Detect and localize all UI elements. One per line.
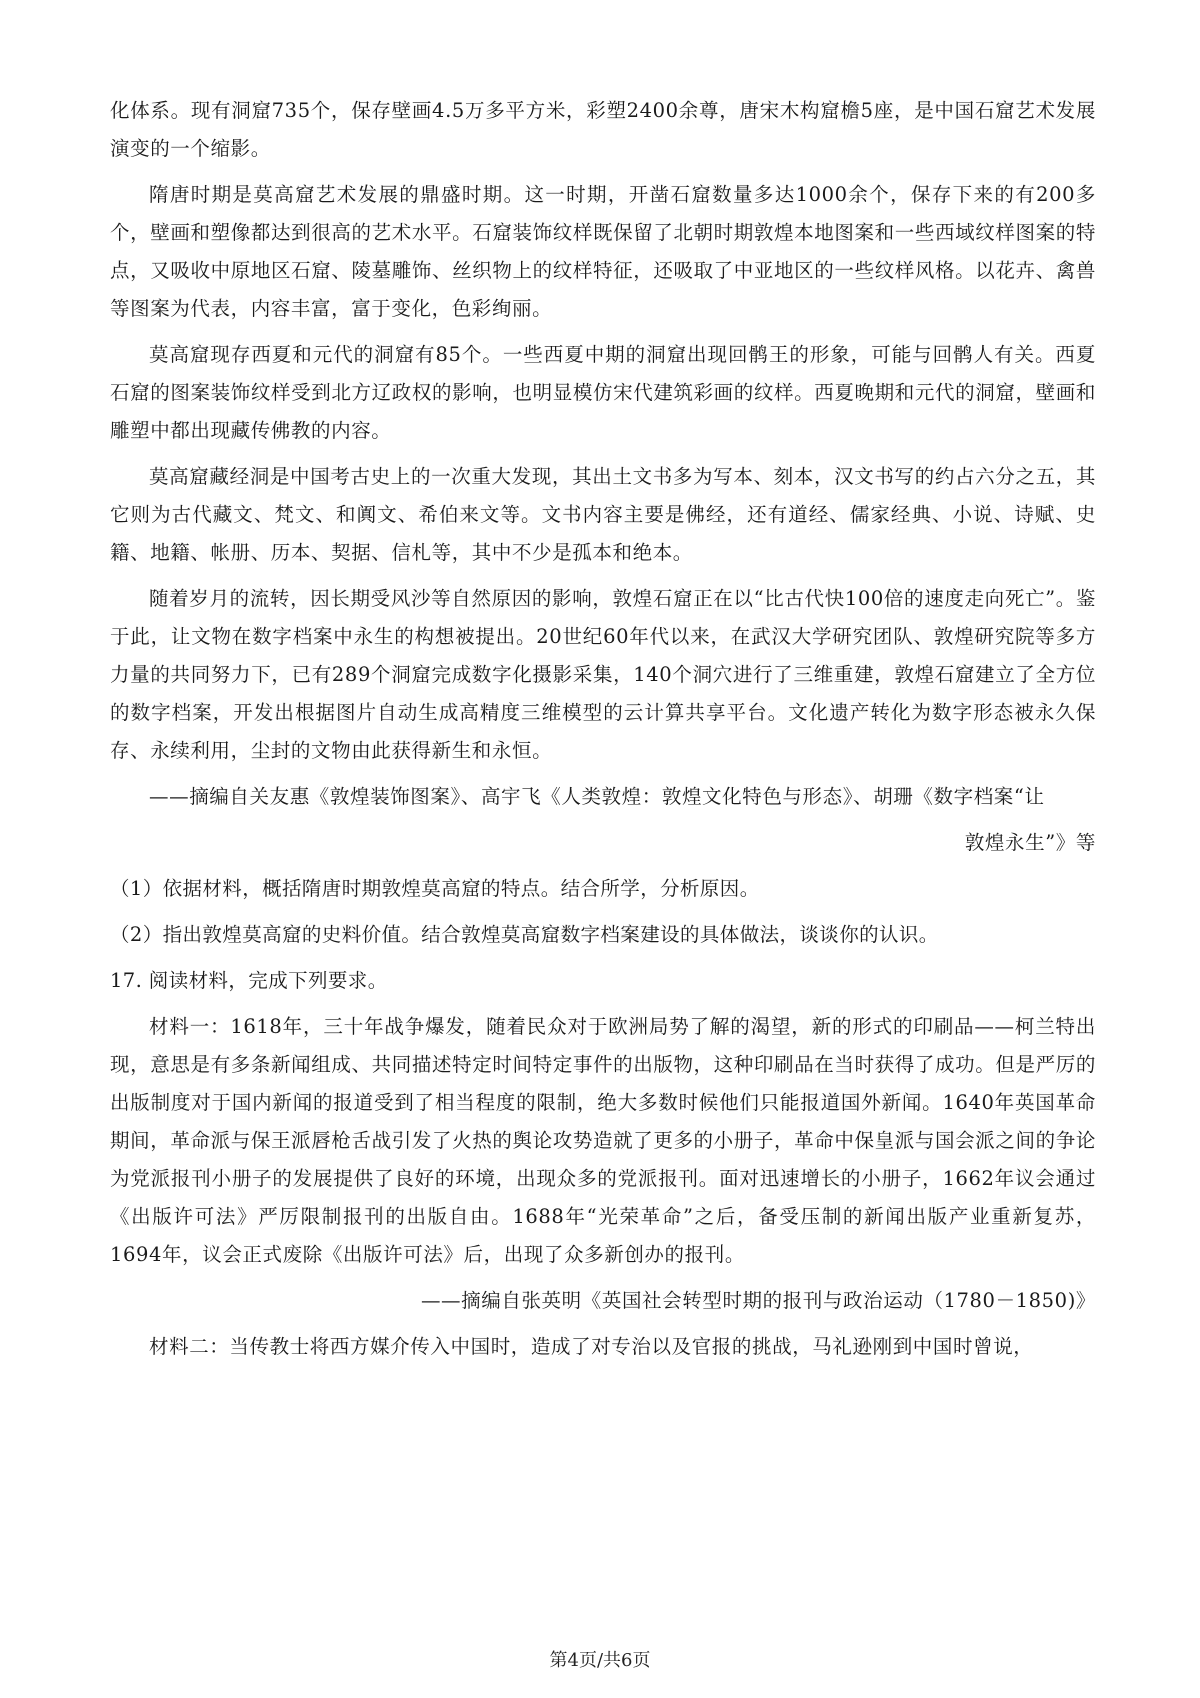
question-2: （2）指出敦煌莫高窟的史料价值。结合敦煌莫高窟数字档案建设的具体做法，谈谈你的认识。	[110, 923, 939, 946]
source-citation-material-one: ——摘编自张英明《英国社会转型时期的报刊与政治运动（1780－1850)》	[420, 1289, 1096, 1312]
exam-page-content	[110, 92, 1096, 1374]
paragraph-library-cave: 莫高窟藏经洞是中国考古史上的一次重大发现，其出土文书多为写本、刻本，汉文书写的约占六分之五，其它则为古代藏文、梵文、和阗文、希伯来文等。文书内容主要是佛经，还有道经、儒家经典、小说、诗赋、史籍、地籍、帐册、历本、契据、信札等，其中不少是孤本和绝本。	[110, 465, 1096, 564]
paragraph-xixia-yuan: 莫高窟现存西夏和元代的洞窟有85个。一些西夏中期的洞窟出现回鹘王的形象，可能与回鹘人有关。西夏石窟的图案装饰纹样受到北方辽政权的影响，也明显模仿宋代建筑彩画的纹样。西夏晚期和元代的洞窟，壁画和雕塑中都出现藏传佛教的内容。	[110, 343, 1096, 442]
source-citation-line2: 敦煌永生”》等	[964, 831, 1096, 854]
paragraph-sui-tang: 隋唐时期是莫高窟艺术发展的鼎盛时期。这一时期，开凿石窟数量多达1000余个，保存下来的有200多个，壁画和塑像都达到很高的艺术水平。石窟装饰纹样既保留了北朝时期敦煌本地图案和一些西域纹样图案的特点，又吸收中原地区石窟、陵墓雕饰、丝织物上的纹样特征，还吸取了中亚地区的一些纹样风格。以花卉、禽兽等图案为代表，内容丰富，富于变化，色彩绚丽。	[110, 183, 1096, 320]
question-17-heading: 17. 阅读材料，完成下列要求。	[110, 969, 388, 992]
question-1: （1）依据材料，概括隋唐时期敦煌莫高窟的特点。结合所学，分析原因。	[110, 877, 760, 900]
paragraph-digital-archive: 随着岁月的流转，因长期受风沙等自然原因的影响，敦煌石窟正在以“比古代快100倍的速度走向死亡”。鉴于此，让文物在数字档案中永生的构想被提出。20世纪60年代以来，在武汉大学研究团队、敦煌研究院等多方力量的共同努力下，已有289个洞窟完成数字化摄影采集，140个洞穴进行了三维重建，敦煌石窟建立了全方位的数字档案，开发出根据图片自动生成高精度三维模型的云计算共享平台。文化遗产转化为数字形态被永久保存、永续利用，尘封的文物由此获得新生和永恒。	[110, 587, 1096, 762]
source-citation-line1: ——摘编自关友惠《敦煌装饰图案》、高宇飞《人类敦煌：敦煌文化特色与形态》、胡珊《数字档案“让	[149, 785, 1045, 808]
material-two: 材料二：当传教士将西方媒介传入中国时，造成了对专治以及官报的挑战，马礼逊刚到中国时曾说，	[149, 1335, 1034, 1358]
paragraph-dunhuang-overview: 化体系。现有洞窟735个，保存壁画4.5万多平方米，彩塑2400余尊，唐宋木构窟檐5座，是中国石窟艺术发展演变的一个缩影。	[110, 99, 1096, 160]
page-number-footer: 第4页/共6页	[549, 1650, 651, 1671]
material-one: 材料一：1618年，三十年战争爆发，随着民众对于欧洲局势了解的渴望，新的形式的印刷品——柯兰特出现，意思是有多条新闻组成、共同描述特定时间特定事件的出版物，这种印刷品在当时获得了成功。但是严厉的出版制度对于国内新闻的报道受到了相当程度的限制，绝大多数时候他们只能报道国外新闻。1640年英国革命期间，革命派与保王派唇枪舌战引发了火热的舆论攻势造就了更多的小册子，革命中保皇派与国会派之间的争论为党派报刊小册子的发展提供了良好的环境，出现众多的党派报刊。面对迅速增长的小册子，1662年议会通过《出版许可法》严厉限制报刊的出版自由。1688年“光荣革命”之后，备受压制的新闻出版产业重新复苏，1694年，议会正式废除《出版许可法》后，出现了众多新创办的报刊。	[110, 1015, 1096, 1266]
